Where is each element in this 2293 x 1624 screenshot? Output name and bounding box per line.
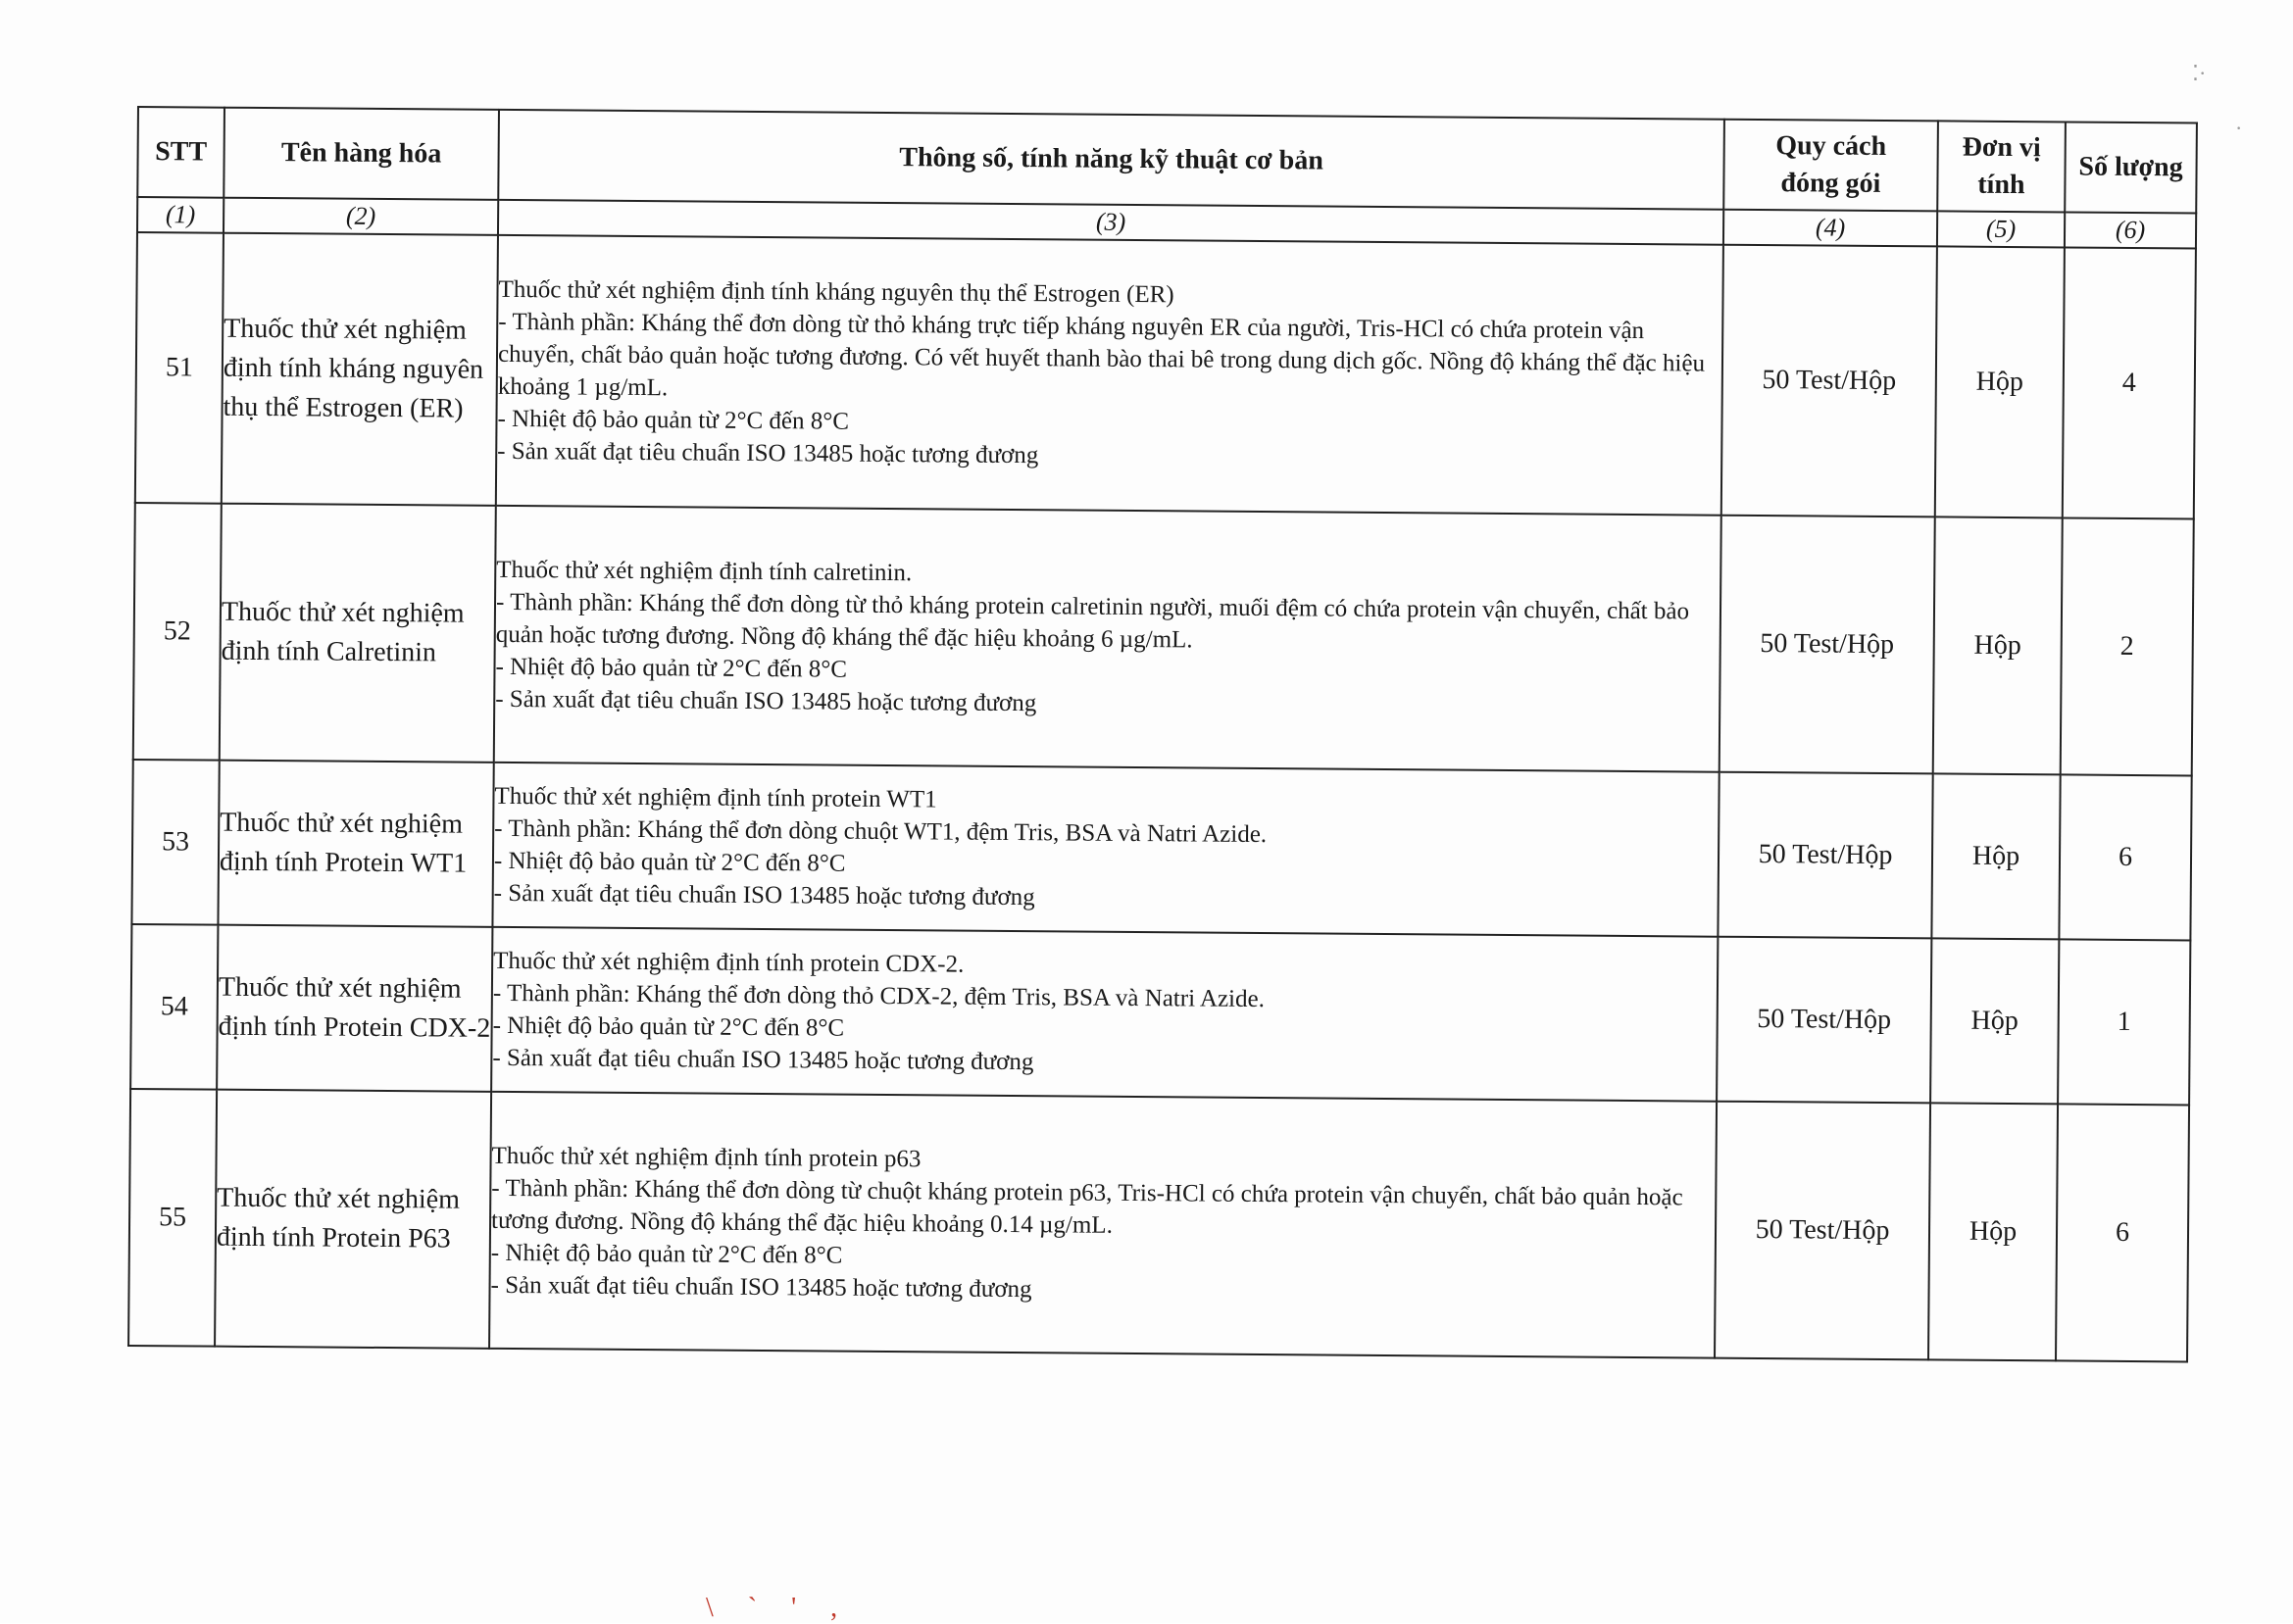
- spec-line: - Nhiệt độ bảo quản từ 2°C đến 8°C: [490, 1239, 843, 1269]
- row-quantity: 2: [2061, 517, 2194, 775]
- header-row: [137, 107, 2197, 213]
- row-spec: [494, 506, 1721, 772]
- row-stt: 52: [133, 503, 222, 761]
- row-spec: [492, 763, 1719, 937]
- spec-line: Thuốc thử xét nghiệm định tính protein CDX-2.: [493, 947, 965, 978]
- spec-line: - Thành phần: Kháng thể đơn dòng từ thỏ kháng protein calretinin người, muối đệm có chứa protein vận chuyển, chất bảo quản hoặc tương đương. Nồng độ kháng thể đặc hiệu khoảng 6 µg/mL.: [495, 588, 1690, 653]
- table-row: [128, 1089, 2189, 1361]
- row-unit: Hộp: [1928, 1103, 2058, 1360]
- row-unit: Hộp: [1935, 246, 2065, 517]
- row-stt: 55: [128, 1089, 217, 1347]
- row-item-name: Thuốc thử xét nghiệm định tính Protein CDX-2: [217, 925, 492, 1092]
- row-item-name: Thuốc thử xét nghiệm định tính Protein WT1: [218, 761, 493, 927]
- table-row: [131, 760, 2191, 940]
- spec-line: - Sản xuất đạt tiêu chuẩn ISO 13485 hoặc tương đương: [490, 1271, 1032, 1303]
- row-quantity: 4: [2063, 247, 2196, 518]
- spec-line: - Sản xuất đạt tiêu chuẩn ISO 13485 hoặc tương đương: [497, 437, 1039, 469]
- row-packaging: 50 Test/Hộp: [1720, 516, 1935, 774]
- row-packaging: 50 Test/Hộp: [1717, 937, 1931, 1104]
- spec-line: - Nhiệt độ bảo quản từ 2°C đến 8°C: [497, 405, 850, 435]
- header-name: Tên hàng hóa: [224, 108, 499, 200]
- scan-artifact: ·: [2235, 116, 2243, 140]
- column-number: (1): [137, 197, 224, 233]
- table-row: [130, 924, 2190, 1105]
- header-unit-line2: tính: [1977, 169, 2025, 201]
- table-row: [133, 503, 2194, 775]
- column-number: (4): [1723, 210, 1937, 247]
- row-unit: Hộp: [1933, 517, 2063, 774]
- column-number: (6): [2065, 212, 2196, 248]
- row-quantity: 6: [2059, 774, 2191, 940]
- spec-line: - Sản xuất đạt tiêu chuẩn ISO 13485 hoặc tương đương: [492, 1044, 1034, 1076]
- row-stt: 54: [130, 924, 218, 1090]
- spec-line: Thuốc thử xét nghiệm định tính kháng nguyên thụ thể Estrogen (ER): [498, 275, 1174, 309]
- row-unit: Hộp: [1931, 773, 2060, 939]
- table-row: [135, 232, 2196, 518]
- spec-line: - Thành phần: Kháng thể đơn dòng thỏ CDX-2, đệm Tris, BSA và Natri Azide.: [492, 979, 1265, 1013]
- goods-spec-table: [127, 106, 2198, 1362]
- row-stt: 51: [135, 232, 224, 504]
- row-packaging: 50 Test/Hộp: [1718, 772, 1932, 939]
- column-number: (3): [498, 200, 1723, 245]
- spec-line: - Thành phần: Kháng thể đơn dòng từ chuột kháng protein p63, Tris-HCl có chứa protein vận chuyển, chất bảo quản hoặc tương đương. Nồng độ kháng thể đặc hiệu khoảng 0.14 µg/mL.: [490, 1174, 1683, 1239]
- row-quantity: 1: [2058, 939, 2190, 1105]
- row-spec: [496, 235, 1723, 516]
- spec-line: - Nhiệt độ bảo quản từ 2°C đến 8°C: [493, 847, 846, 877]
- row-packaging: 50 Test/Hộp: [1715, 1102, 1930, 1360]
- spec-line: - Nhiệt độ bảo quản từ 2°C đến 8°C: [492, 1011, 845, 1042]
- spec-line: - Sản xuất đạt tiêu chuẩn ISO 13485 hoặc tương đương: [493, 879, 1035, 911]
- row-quantity: 6: [2056, 1104, 2189, 1361]
- header-packaging-line1: Quy cách: [1775, 130, 1887, 163]
- red-stamp-fragment: \ ` ' ,: [706, 1593, 852, 1623]
- header-packaging-line2: đóng gói: [1780, 168, 1881, 199]
- row-spec: [489, 1092, 1717, 1358]
- header-stt: STT: [137, 107, 224, 198]
- header-quantity: Số lượng: [2065, 122, 2197, 213]
- spec-line: - Sản xuất đạt tiêu chuẩn ISO 13485 hoặc tương đương: [495, 685, 1037, 716]
- header-unit: [1937, 121, 2066, 212]
- spec-line: Thuốc thử xét nghiệm định tính calretinin.: [496, 556, 913, 586]
- row-stt: 53: [131, 760, 219, 925]
- header-packaging: [1723, 120, 1938, 212]
- spec-line: - Nhiệt độ bảo quản từ 2°C đến 8°C: [495, 653, 848, 683]
- header-unit-line1: Đơn vị: [1962, 131, 2041, 164]
- column-number: (5): [1937, 211, 2065, 247]
- spec-line: Thuốc thử xét nghiệm định tính protein p63: [491, 1142, 922, 1172]
- scan-artifact: ⁚·: [2192, 61, 2207, 85]
- spec-line: - Thành phần: Kháng thể đơn dòng từ thỏ kháng trực tiếp kháng nguyên ER của người, Tris-HCl có chứa protein vận chuyển, chất bảo quản hoặc tương đương. Có vết huyết thanh bào thai bê trong dung dịch gốc. Nồng độ kháng thể đặc hiệu khoảng 1 µg/mL.: [497, 308, 1706, 402]
- spec-line: Thuốc thử xét nghiệm định tính protein WT1: [494, 782, 937, 813]
- row-item-name: Thuốc thử xét nghiệm định tính kháng nguyên thụ thể Estrogen (ER): [222, 233, 498, 506]
- row-item-name: Thuốc thử xét nghiệm định tính Calretinin: [220, 504, 496, 763]
- row-packaging: 50 Test/Hộp: [1721, 245, 1937, 517]
- column-number: (2): [224, 198, 498, 235]
- row-item-name: Thuốc thử xét nghiệm định tính Protein P63: [215, 1090, 491, 1349]
- row-unit: Hộp: [1930, 938, 2059, 1104]
- spec-line: - Thành phần: Kháng thể đơn dòng chuột WT1, đệm Tris, BSA và Natri Azide.: [494, 814, 1268, 849]
- row-spec: [491, 927, 1718, 1102]
- header-spec: Thông số, tính năng kỹ thuật cơ bản: [498, 110, 1724, 210]
